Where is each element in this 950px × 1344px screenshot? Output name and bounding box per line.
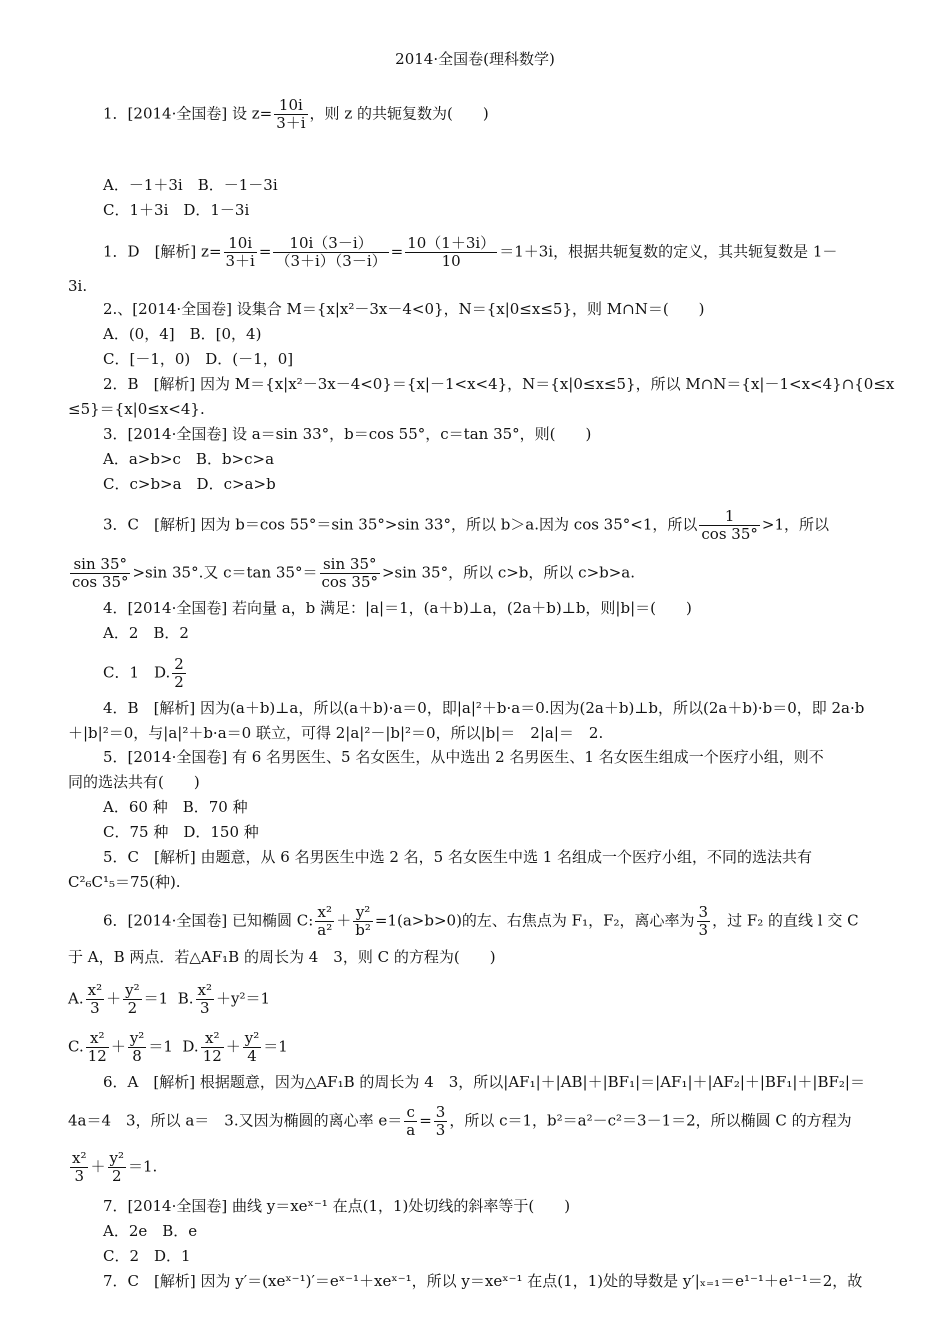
fraction: $\frac{10i}{3+i}$ <box>276 96 306 132</box>
question-5-cont: 同的选法共有( ) <box>68 773 200 791</box>
question-3: 3．[2014·全国卷] 设 a＝sin 33°，b＝cos 55°，c＝tan 35°，则( ) <box>103 425 592 443</box>
q3-options-row2: C．c>b>a D．c>a>b <box>103 475 276 493</box>
q5-options-row2: C．75 种 D．150 种 <box>103 823 259 841</box>
question-1: 1．[2014·全国卷] 设 z= $\frac{10i}{3+i}$ ，则 z 的共轭复数为( ) <box>103 96 489 132</box>
answer-6-end: $\frac{\text{x²}}{3}$ ＋ $\frac{\text{y²}}{2}$ ＝1. <box>72 1149 158 1185</box>
answer-3: 3．C [解析] 因为 b＝cos 55°＝sin 35°>sin 33°，所以 b＞a.因为 cos 35°<1，所以 $\frac{1}{\cos 35^\circ}$ >1，所以 <box>103 507 829 543</box>
answer-2: 2．B [解析] 因为 M＝{x|x²－3x－4<0}＝{x|－1<x<4}，N＝{x|0≤x≤5}，所以 M∩N＝{x|－1<x<4}∩{0≤x <box>103 375 895 393</box>
question-5: 5．[2014·全国卷] 有 6 名男医生、5 名女医生，从中选出 2 名男医生、1 名女医生组成一个医疗小组，则不 <box>103 748 824 766</box>
answer-6: 6．A [解析] 根据题意，因为△AF₁B 的周长为 4 3，所以|AF₁|＋|AB|＋|BF₁|＝|AF₁|＋|AF₂|＋|BF₁|＋|BF₂|＝ <box>103 1073 865 1091</box>
answer-2-cont: ≤5}＝{x|0≤x<4}. <box>68 400 205 418</box>
answer-7: 7．C [解析] 因为 y′＝(xeˣ⁻¹)′＝eˣ⁻¹＋xeˣ⁻¹，所以 y＝xeˣ⁻¹ 在点(1，1)处的导数是 y′|ₓ₌₁＝e¹⁻¹＋e¹⁻¹＝2，故 <box>103 1272 863 1290</box>
q1-options-row1: A．－1＋3i B．－1－3i <box>103 176 278 194</box>
q6-options-row2: C. $\frac{\text{x²}}{12}$ ＋ $\frac{\text{y²}}{8}$ ＝1 D. $\frac{\text{x²}}{12}$ ＋ $\frac{\text{y²}}{4}$ ＝1 <box>68 1029 288 1065</box>
page-title: 2014·全国卷(理科数学) <box>395 50 555 68</box>
answer-4-cont: ＋|b|²＝0，与|a|²＋b·a＝0 联立，可得 2|a|²－|b|²＝0，所以|b|＝ 2|a|＝ 2. <box>68 724 604 742</box>
question-6-cont: 于 A，B 两点．若△AF₁B 的周长为 4 3，则 C 的方程为( ) <box>68 948 496 966</box>
question-6: 6．[2014·全国卷] 已知椭圆 C: $\frac{\text{x²}}{\text{a²}}$ ＋ $\frac{\text{y²}}{\text{b²}}$ =1(a>b>0)的左、右焦点为 F₁，F₂，离心率为 $\frac{3}{3}$ ，过 F₂ 的直线 l 交 C <box>103 903 859 939</box>
q4-options-row2: C．1 D. $\frac{2}{2}$ <box>103 655 184 691</box>
q7-options-row1: A．2e B．e <box>103 1222 198 1240</box>
answer-6-cont: 4a＝4 3，所以 a＝ 3.又因为椭圆的离心率 e＝ $\frac{c}{a}$ = $\frac{3}{3}$ ，所以 c＝1，b²＝a²－c²＝3－1＝2，所以椭圆 C 的方程为 <box>68 1103 852 1139</box>
q6-options-row1: A. $\frac{\text{x²}}{3}$ ＋ $\frac{\text{y²}}{2}$ ＝1 B. $\frac{\text{x²}}{3}$ ＋y²＝1 <box>68 981 271 1017</box>
q4-options-row1: A．2 B．2 <box>103 624 189 642</box>
answer-5-cont: C²₆C¹₅＝75(种). <box>68 873 181 891</box>
q2-options-row1: A．(0，4] B．[0，4) <box>103 325 262 343</box>
answer-4: 4．B [解析] 因为(a＋b)⊥a，所以(a＋b)·a＝0，即|a|²＋b·a＝0.因为(2a＋b)⊥b，所以(2a＋b)·b＝0，即 2a·b <box>103 699 865 717</box>
q2-options-row2: C．[－1，0) D．(－1，0] <box>103 350 294 368</box>
answer-1-cont: 3i. <box>68 277 88 295</box>
question-7: 7．[2014·全国卷] 曲线 y＝xeˣ⁻¹ 在点(1，1)处切线的斜率等于( ) <box>103 1197 571 1215</box>
answer-1: 1．D [解析] z= $\frac{10i}{3+i}$ = $\frac{10i(3-i)}{(3+i)(3-i)}$ = $\frac{10(1+3i)}{10}$ ＝1＋3i，根据共轭复数的定义，其共轭复数是 1－ <box>103 234 838 270</box>
question-2: 2.、[2014·全国卷] 设集合 M＝{x|x²－3x－4<0}，N＝{x|0≤x≤5}，则 M∩N＝( ) <box>103 300 705 318</box>
q7-options-row2: C．2 D．1 <box>103 1247 191 1265</box>
q5-options-row1: A．60 种 B．70 种 <box>103 798 248 816</box>
answer-5: 5．C [解析] 由题意，从 6 名男医生中选 2 名，5 名女医生中选 1 名组成一个医疗小组，不同的选法共有 <box>103 848 813 866</box>
q3-options-row1: A．a>b>c B．b>c>a <box>103 450 275 468</box>
question-4: 4．[2014·全国卷] 若向量 a，b 满足：|a|＝1，(a＋b)⊥a，(2a＋b)⊥b，则|b|＝( ) <box>103 599 692 617</box>
q1-options-row2: C．1＋3i D．1－3i <box>103 201 250 219</box>
answer-3-cont: $\frac{\sin 35^\circ}{\cos 35^\circ}$ >sin 35°.又 c＝tan 35°＝ $\frac{\sin 35^\circ}{\cos 35^\circ}$ >sin 35°，所以 c>b，所以 c>b>a. <box>72 555 636 591</box>
